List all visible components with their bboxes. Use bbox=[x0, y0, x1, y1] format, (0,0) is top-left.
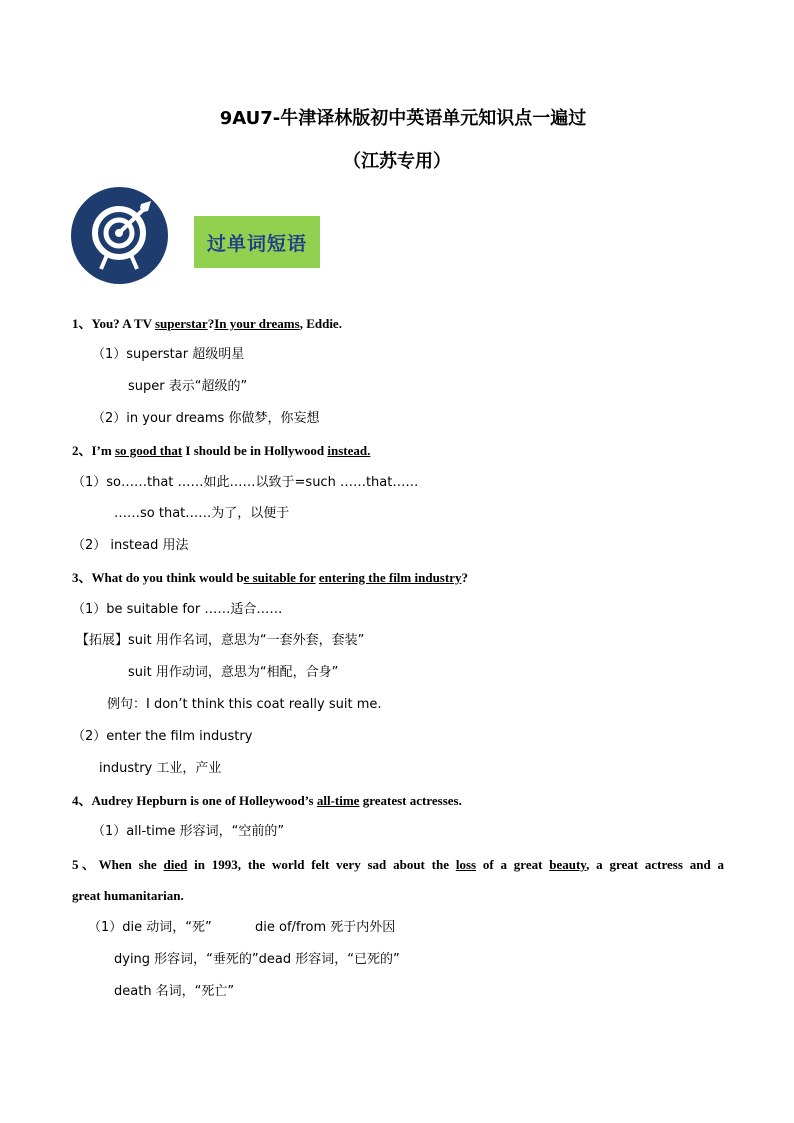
note-line: （2）in your dreams 你做梦，你妄想 bbox=[92, 411, 320, 426]
item-5-underline: loss bbox=[455, 857, 477, 872]
item-4-underline: all-time bbox=[316, 793, 360, 808]
note-line: ……so that……为了，以便于 bbox=[114, 506, 290, 521]
note-line: super 表示“超级的” bbox=[128, 379, 248, 394]
note-line: （1）be suitable for ……适合…… bbox=[72, 602, 283, 617]
item-5-text: , a great actress and a bbox=[586, 857, 724, 872]
item-4-text: greatest actresses. bbox=[359, 793, 462, 808]
note-line: 例句：I don’t think this coat really suit me. bbox=[107, 697, 382, 712]
item-4-text: 4、Audrey Hepburn is one of Holleywood’s bbox=[72, 793, 317, 808]
note-line: suit 用作动词，意思为“相配，合身” bbox=[128, 665, 339, 680]
item-3-underline: e suitable for bbox=[243, 570, 316, 585]
item-5-underline: beauty bbox=[549, 857, 587, 872]
item-4-heading bbox=[72, 792, 462, 810]
item-1-text: , Eddie. bbox=[299, 316, 342, 331]
item-2-text: I should be in Hollywood bbox=[182, 443, 328, 458]
section-tag: 过单词短语 bbox=[194, 216, 320, 268]
item-1-underline: In your dreams bbox=[214, 316, 300, 331]
item-2-underline: so good that bbox=[114, 443, 183, 458]
note-line: （2） instead 用法 bbox=[72, 538, 189, 553]
page-title: 9AU7-牛津译林版初中英语单元知识点一遍过 bbox=[219, 108, 587, 129]
item-5-text: of a great bbox=[476, 857, 550, 872]
item-2-text: 2、I’m bbox=[72, 443, 115, 458]
item-2-underline: instead. bbox=[327, 443, 371, 458]
note-line: （1）so……that ……如此……以致于=such ……that…… bbox=[72, 475, 419, 490]
item-5-text: in 1993, the world felt very sad about the bbox=[187, 857, 456, 872]
item-1-underline: superstar bbox=[154, 316, 208, 331]
item-5-underline: died bbox=[163, 857, 188, 872]
note-line: （1）all-time 形容词，“空前的” bbox=[92, 824, 285, 839]
item-3-heading bbox=[72, 569, 468, 587]
item-3-text: ? bbox=[461, 570, 468, 585]
item-5-continuation: great humanitarian. bbox=[72, 888, 184, 903]
note-line: die of/from 死于内外因 bbox=[255, 920, 396, 935]
note-line: 【拓展】suit 用作名词，意思为“一套外套，套装” bbox=[76, 633, 365, 648]
item-1-text: ? bbox=[207, 316, 215, 331]
page-subtitle: （江苏专用） bbox=[343, 151, 451, 172]
item-3-text: 3、What do you think would b bbox=[72, 570, 244, 585]
target-icon bbox=[71, 187, 168, 284]
note-line: industry 工业，产业 bbox=[99, 761, 222, 776]
item-5-heading bbox=[72, 856, 724, 874]
note-line: （2）enter the film industry bbox=[72, 729, 253, 744]
note-line: （1）die 动词，“死” bbox=[88, 920, 212, 935]
note-line: death 名词，“死亡” bbox=[114, 984, 235, 999]
item-2-heading bbox=[72, 442, 370, 460]
note-line: dying 形容词，“垂死的”dead 形容词，“已死的” bbox=[114, 952, 400, 967]
note-line: （1）superstar 超级明星 bbox=[92, 347, 245, 362]
item-3-underline: entering the film industry bbox=[318, 570, 462, 585]
item-1-text: 1、You? A TV bbox=[72, 316, 155, 331]
item-1-heading bbox=[72, 315, 342, 333]
item-5-text: 5、When she bbox=[72, 857, 164, 872]
